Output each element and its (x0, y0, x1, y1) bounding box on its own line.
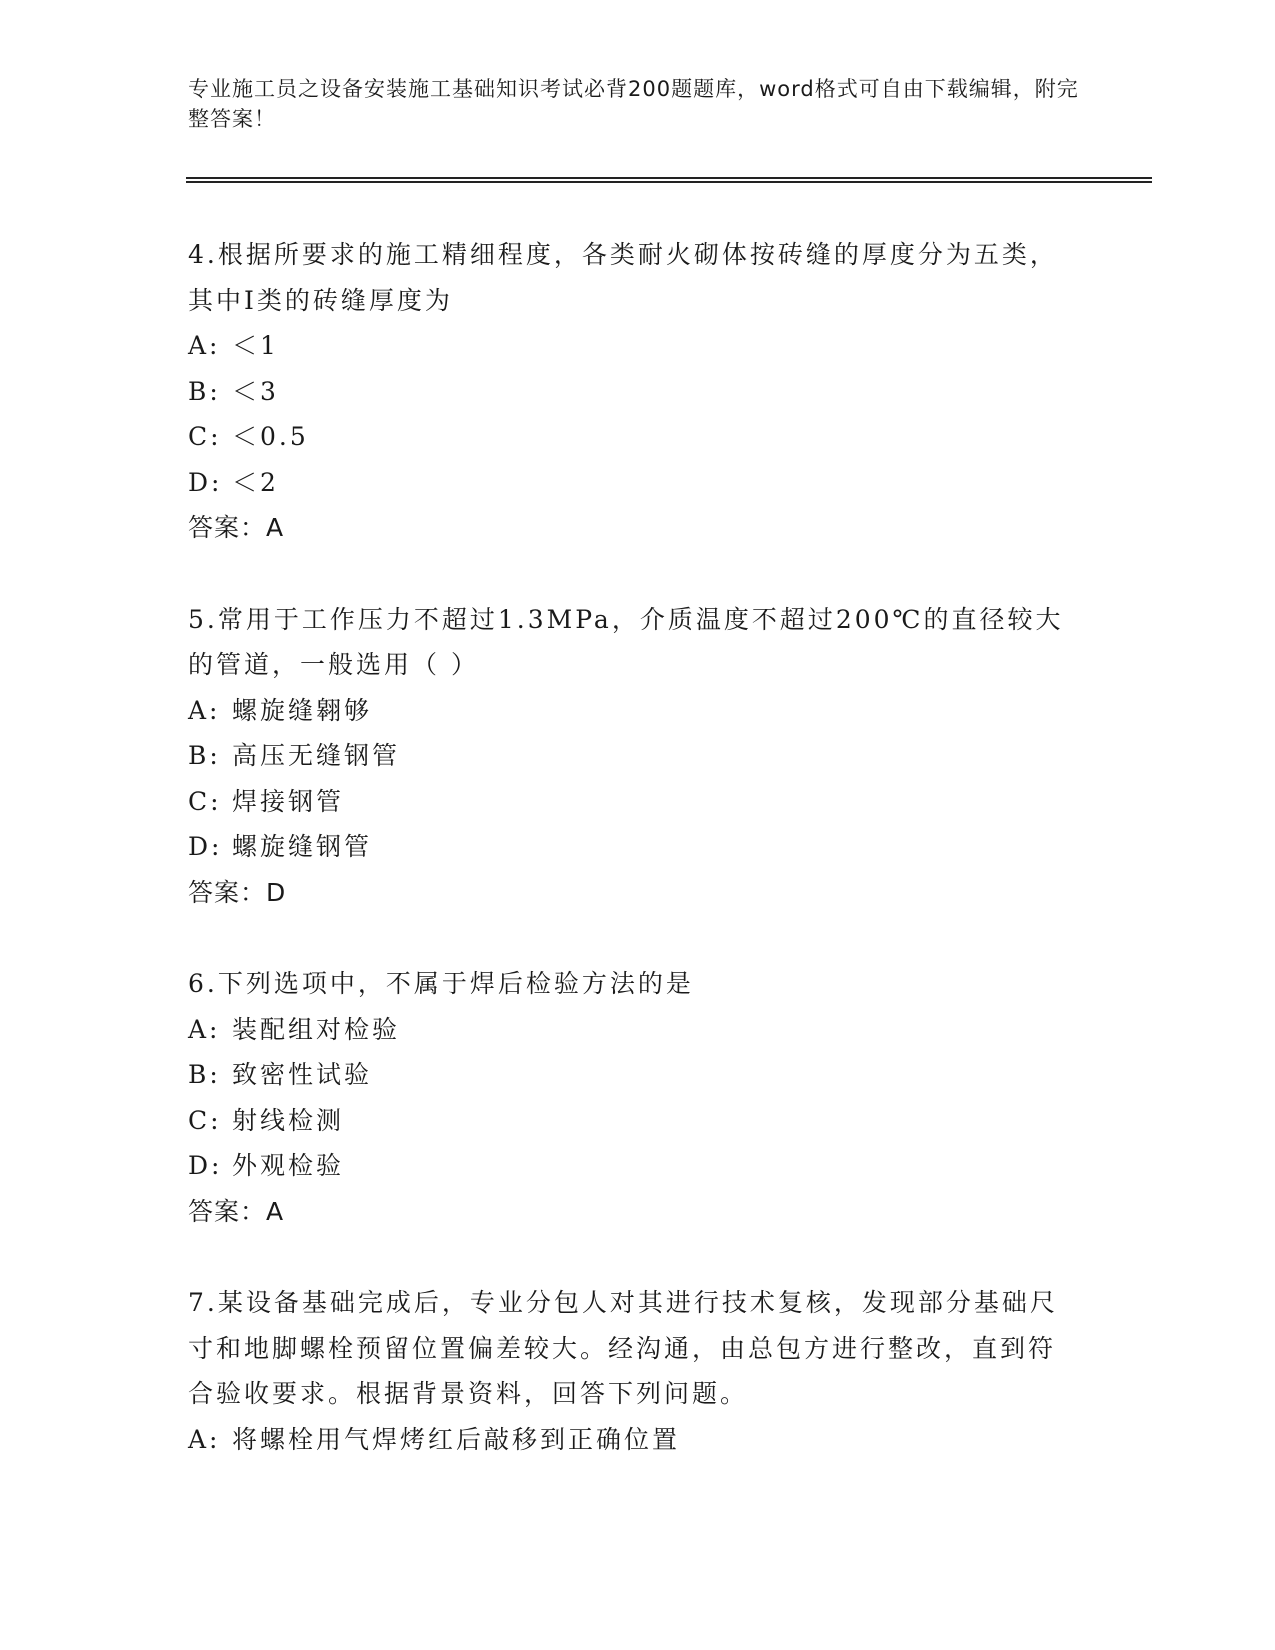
option-a (188, 688, 1068, 734)
question-list (188, 232, 1068, 1508)
option-letter: C: (188, 786, 222, 816)
option-text: ＜3 (232, 376, 279, 406)
option-c (188, 779, 1068, 825)
question-5 (188, 597, 1068, 916)
question-stem: 7.某设备基础完成后，专业分包人对其进行技术复核，发现部分基础尺寸和地脚螺栓预留位置偏差较大。经沟通，由总包方进行整改，直到符合验收要求。根据背景资料，回答下列问题。 (188, 1288, 1058, 1408)
question-stem: 5.常用于工作压力不超过1.3MPa，介质温度不超过200℃的直径较大的管道，一般选用（ ） (188, 604, 1064, 679)
option-c (188, 414, 1068, 460)
answer-label: 答案：A (188, 1196, 285, 1226)
option-b (188, 369, 1068, 415)
option-text: 装配组对检验 (232, 1014, 401, 1044)
option-letter: A: (188, 1424, 221, 1454)
option-letter: B: (188, 376, 221, 406)
option-text: 将螺栓用气焊烤红后敲移到正确位置 (232, 1424, 681, 1454)
option-a (188, 1417, 1068, 1463)
option-b (188, 733, 1068, 779)
option-a (188, 1007, 1068, 1053)
option-text: ＜2 (232, 467, 279, 497)
option-letter: B: (188, 741, 221, 770)
option-d (188, 1143, 1068, 1189)
option-letter: A: (188, 695, 221, 725)
option-text: 螺旋缝翱够 (232, 695, 373, 725)
document-header: 专业施工员之设备安装施工基础知识考试必背200题题库，word格式可自由下载编辑，附完整答案！ (188, 77, 1079, 131)
question-7 (188, 1280, 1068, 1462)
option-text: 螺旋缝钢管 (232, 832, 373, 861)
option-letter: D: (188, 1151, 223, 1180)
answer-label: 答案：A (188, 513, 285, 542)
option-b (188, 1052, 1068, 1098)
option-d (188, 460, 1068, 506)
option-a (188, 323, 1068, 369)
option-text: 高压无缝钢管 (232, 741, 401, 770)
option-text: 外观检验 (232, 1151, 345, 1180)
header-divider (186, 177, 1152, 183)
option-letter: D: (188, 467, 223, 497)
question-stem: 6.下列选项中，不属于焊后检验方法的是 (188, 969, 694, 998)
option-letter: C: (188, 422, 222, 451)
question-4 (188, 232, 1068, 551)
option-letter: A: (188, 331, 221, 360)
option-text: ＜1 (232, 331, 279, 360)
question-6 (188, 961, 1068, 1234)
answer-label: 答案：D (188, 877, 287, 907)
option-c (188, 1098, 1068, 1144)
question-stem: 4.根据所要求的施工精细程度，各类耐火砌体按砖缝的厚度分为五类，其中Ⅰ类的砖缝厚度为 (188, 240, 1058, 315)
option-letter: D: (188, 832, 223, 861)
option-text: ＜0.5 (232, 422, 309, 451)
option-text: 焊接钢管 (232, 786, 345, 816)
option-letter: B: (188, 1060, 221, 1089)
option-letter: A: (188, 1014, 221, 1044)
option-text: 射线检测 (232, 1105, 345, 1135)
option-d (188, 824, 1068, 870)
option-letter: C: (188, 1105, 222, 1135)
option-text: 致密性试验 (232, 1060, 373, 1089)
